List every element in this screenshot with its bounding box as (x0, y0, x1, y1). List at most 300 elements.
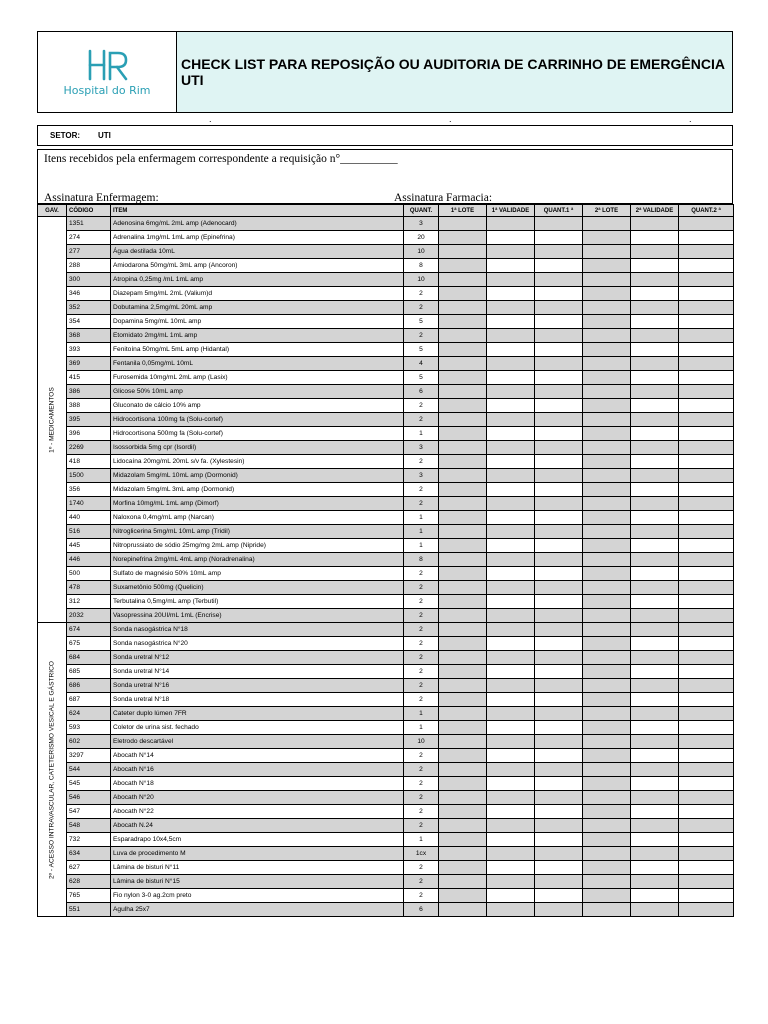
entry-cell[interactable] (535, 553, 583, 567)
entry-cell[interactable] (439, 721, 487, 735)
entry-cell[interactable] (439, 847, 487, 861)
entry-cell[interactable] (487, 665, 535, 679)
entry-cell[interactable] (583, 287, 631, 301)
entry-cell[interactable] (535, 595, 583, 609)
entry-cell[interactable] (487, 609, 535, 623)
entry-cell[interactable] (583, 749, 631, 763)
entry-cell[interactable] (487, 399, 535, 413)
entry-cell[interactable] (679, 217, 734, 231)
entry-cell[interactable] (487, 315, 535, 329)
entry-cell[interactable] (439, 287, 487, 301)
entry-cell[interactable] (535, 455, 583, 469)
entry-cell[interactable] (631, 553, 679, 567)
entry-cell[interactable] (487, 497, 535, 511)
entry-cell[interactable] (535, 749, 583, 763)
entry-cell[interactable] (583, 385, 631, 399)
entry-cell[interactable] (679, 791, 734, 805)
entry-cell[interactable] (631, 749, 679, 763)
entry-cell[interactable] (535, 707, 583, 721)
entry-cell[interactable] (439, 315, 487, 329)
entry-cell[interactable] (487, 707, 535, 721)
entry-cell[interactable] (535, 245, 583, 259)
entry-cell[interactable] (631, 525, 679, 539)
entry-cell[interactable] (679, 763, 734, 777)
entry-cell[interactable] (631, 693, 679, 707)
entry-cell[interactable] (439, 217, 487, 231)
entry-cell[interactable] (679, 511, 734, 525)
entry-cell[interactable] (487, 357, 535, 371)
entry-cell[interactable] (487, 623, 535, 637)
entry-cell[interactable] (439, 805, 487, 819)
entry-cell[interactable] (679, 665, 734, 679)
entry-cell[interactable] (535, 231, 583, 245)
entry-cell[interactable] (631, 665, 679, 679)
entry-cell[interactable] (631, 721, 679, 735)
entry-cell[interactable] (631, 441, 679, 455)
entry-cell[interactable] (583, 623, 631, 637)
entry-cell[interactable] (439, 749, 487, 763)
entry-cell[interactable] (631, 623, 679, 637)
entry-cell[interactable] (583, 217, 631, 231)
entry-cell[interactable] (631, 875, 679, 889)
entry-cell[interactable] (535, 343, 583, 357)
entry-cell[interactable] (631, 861, 679, 875)
entry-cell[interactable] (583, 483, 631, 497)
entry-cell[interactable] (535, 287, 583, 301)
entry-cell[interactable] (535, 637, 583, 651)
entry-cell[interactable] (535, 791, 583, 805)
entry-cell[interactable] (679, 553, 734, 567)
entry-cell[interactable] (583, 595, 631, 609)
entry-cell[interactable] (583, 343, 631, 357)
entry-cell[interactable] (535, 273, 583, 287)
entry-cell[interactable] (679, 399, 734, 413)
entry-cell[interactable] (487, 301, 535, 315)
entry-cell[interactable] (631, 399, 679, 413)
entry-cell[interactable] (439, 791, 487, 805)
entry-cell[interactable] (439, 357, 487, 371)
entry-cell[interactable] (487, 735, 535, 749)
entry-cell[interactable] (487, 679, 535, 693)
entry-cell[interactable] (583, 497, 631, 511)
entry-cell[interactable] (679, 301, 734, 315)
entry-cell[interactable] (631, 273, 679, 287)
entry-cell[interactable] (679, 497, 734, 511)
entry-cell[interactable] (583, 259, 631, 273)
entry-cell[interactable] (679, 651, 734, 665)
entry-cell[interactable] (679, 385, 734, 399)
entry-cell[interactable] (487, 217, 535, 231)
entry-cell[interactable] (487, 343, 535, 357)
entry-cell[interactable] (583, 273, 631, 287)
entry-cell[interactable] (583, 707, 631, 721)
entry-cell[interactable] (631, 343, 679, 357)
entry-cell[interactable] (583, 371, 631, 385)
entry-cell[interactable] (535, 819, 583, 833)
entry-cell[interactable] (487, 819, 535, 833)
entry-cell[interactable] (439, 399, 487, 413)
entry-cell[interactable] (535, 875, 583, 889)
entry-cell[interactable] (535, 497, 583, 511)
entry-cell[interactable] (439, 819, 487, 833)
entry-cell[interactable] (631, 651, 679, 665)
entry-cell[interactable] (439, 441, 487, 455)
entry-cell[interactable] (487, 287, 535, 301)
entry-cell[interactable] (535, 847, 583, 861)
entry-cell[interactable] (487, 553, 535, 567)
entry-cell[interactable] (679, 777, 734, 791)
entry-cell[interactable] (487, 245, 535, 259)
entry-cell[interactable] (535, 469, 583, 483)
entry-cell[interactable] (439, 483, 487, 497)
entry-cell[interactable] (535, 833, 583, 847)
entry-cell[interactable] (631, 889, 679, 903)
entry-cell[interactable] (439, 259, 487, 273)
entry-cell[interactable] (631, 833, 679, 847)
entry-cell[interactable] (583, 511, 631, 525)
entry-cell[interactable] (679, 861, 734, 875)
entry-cell[interactable] (583, 679, 631, 693)
entry-cell[interactable] (487, 833, 535, 847)
entry-cell[interactable] (487, 329, 535, 343)
entry-cell[interactable] (679, 609, 734, 623)
entry-cell[interactable] (583, 413, 631, 427)
entry-cell[interactable] (631, 455, 679, 469)
entry-cell[interactable] (679, 595, 734, 609)
entry-cell[interactable] (583, 665, 631, 679)
entry-cell[interactable] (679, 231, 734, 245)
entry-cell[interactable] (535, 693, 583, 707)
entry-cell[interactable] (535, 483, 583, 497)
entry-cell[interactable] (679, 455, 734, 469)
entry-cell[interactable] (679, 525, 734, 539)
entry-cell[interactable] (679, 749, 734, 763)
entry-cell[interactable] (631, 469, 679, 483)
entry-cell[interactable] (439, 861, 487, 875)
entry-cell[interactable] (439, 427, 487, 441)
entry-cell[interactable] (487, 595, 535, 609)
entry-cell[interactable] (583, 791, 631, 805)
entry-cell[interactable] (535, 763, 583, 777)
entry-cell[interactable] (535, 399, 583, 413)
entry-cell[interactable] (631, 259, 679, 273)
entry-cell[interactable] (535, 357, 583, 371)
entry-cell[interactable] (487, 273, 535, 287)
entry-cell[interactable] (487, 903, 535, 917)
entry-cell[interactable] (439, 301, 487, 315)
entry-cell[interactable] (487, 777, 535, 791)
entry-cell[interactable] (679, 721, 734, 735)
entry-cell[interactable] (535, 665, 583, 679)
entry-cell[interactable] (439, 651, 487, 665)
entry-cell[interactable] (535, 735, 583, 749)
entry-cell[interactable] (631, 329, 679, 343)
entry-cell[interactable] (487, 749, 535, 763)
entry-cell[interactable] (631, 511, 679, 525)
entry-cell[interactable] (583, 525, 631, 539)
entry-cell[interactable] (679, 371, 734, 385)
entry-cell[interactable] (679, 847, 734, 861)
entry-cell[interactable] (583, 399, 631, 413)
entry-cell[interactable] (583, 861, 631, 875)
entry-cell[interactable] (583, 567, 631, 581)
entry-cell[interactable] (535, 609, 583, 623)
entry-cell[interactable] (631, 287, 679, 301)
entry-cell[interactable] (631, 427, 679, 441)
entry-cell[interactable] (487, 259, 535, 273)
entry-cell[interactable] (535, 539, 583, 553)
entry-cell[interactable] (583, 315, 631, 329)
entry-cell[interactable] (631, 763, 679, 777)
entry-cell[interactable] (679, 245, 734, 259)
entry-cell[interactable] (679, 623, 734, 637)
entry-cell[interactable] (487, 651, 535, 665)
entry-cell[interactable] (583, 693, 631, 707)
entry-cell[interactable] (535, 301, 583, 315)
entry-cell[interactable] (583, 539, 631, 553)
entry-cell[interactable] (439, 455, 487, 469)
entry-cell[interactable] (487, 763, 535, 777)
entry-cell[interactable] (439, 693, 487, 707)
entry-cell[interactable] (439, 329, 487, 343)
entry-cell[interactable] (631, 609, 679, 623)
entry-cell[interactable] (679, 329, 734, 343)
entry-cell[interactable] (439, 469, 487, 483)
entry-cell[interactable] (487, 721, 535, 735)
entry-cell[interactable] (583, 777, 631, 791)
entry-cell[interactable] (535, 623, 583, 637)
entry-cell[interactable] (583, 427, 631, 441)
entry-cell[interactable] (679, 693, 734, 707)
entry-cell[interactable] (535, 777, 583, 791)
entry-cell[interactable] (439, 609, 487, 623)
entry-cell[interactable] (487, 693, 535, 707)
entry-cell[interactable] (679, 469, 734, 483)
entry-cell[interactable] (679, 287, 734, 301)
entry-cell[interactable] (679, 889, 734, 903)
entry-cell[interactable] (631, 707, 679, 721)
entry-cell[interactable] (535, 903, 583, 917)
entry-cell[interactable] (631, 903, 679, 917)
entry-cell[interactable] (487, 413, 535, 427)
entry-cell[interactable] (535, 861, 583, 875)
entry-cell[interactable] (487, 539, 535, 553)
entry-cell[interactable] (487, 861, 535, 875)
entry-cell[interactable] (631, 483, 679, 497)
entry-cell[interactable] (535, 581, 583, 595)
entry-cell[interactable] (535, 329, 583, 343)
entry-cell[interactable] (487, 371, 535, 385)
entry-cell[interactable] (631, 679, 679, 693)
entry-cell[interactable] (583, 231, 631, 245)
entry-cell[interactable] (439, 497, 487, 511)
entry-cell[interactable] (631, 245, 679, 259)
entry-cell[interactable] (679, 483, 734, 497)
entry-cell[interactable] (679, 833, 734, 847)
entry-cell[interactable] (679, 819, 734, 833)
entry-cell[interactable] (631, 357, 679, 371)
entry-cell[interactable] (679, 441, 734, 455)
entry-cell[interactable] (439, 735, 487, 749)
entry-cell[interactable] (487, 567, 535, 581)
entry-cell[interactable] (439, 595, 487, 609)
entry-cell[interactable] (487, 231, 535, 245)
entry-cell[interactable] (631, 777, 679, 791)
entry-cell[interactable] (679, 581, 734, 595)
entry-cell[interactable] (583, 903, 631, 917)
entry-cell[interactable] (631, 847, 679, 861)
entry-cell[interactable] (439, 273, 487, 287)
entry-cell[interactable] (631, 791, 679, 805)
entry-cell[interactable] (439, 889, 487, 903)
entry-cell[interactable] (439, 567, 487, 581)
entry-cell[interactable] (439, 525, 487, 539)
entry-cell[interactable] (439, 385, 487, 399)
entry-cell[interactable] (583, 455, 631, 469)
entry-cell[interactable] (535, 441, 583, 455)
entry-cell[interactable] (535, 651, 583, 665)
entry-cell[interactable] (583, 329, 631, 343)
entry-cell[interactable] (679, 539, 734, 553)
entry-cell[interactable] (439, 371, 487, 385)
entry-cell[interactable] (631, 805, 679, 819)
entry-cell[interactable] (535, 567, 583, 581)
entry-cell[interactable] (631, 539, 679, 553)
entry-cell[interactable] (583, 245, 631, 259)
entry-cell[interactable] (583, 721, 631, 735)
entry-cell[interactable] (439, 679, 487, 693)
entry-cell[interactable] (439, 875, 487, 889)
entry-cell[interactable] (631, 217, 679, 231)
entry-cell[interactable] (487, 455, 535, 469)
entry-cell[interactable] (535, 805, 583, 819)
entry-cell[interactable] (439, 707, 487, 721)
entry-cell[interactable] (679, 903, 734, 917)
entry-cell[interactable] (679, 567, 734, 581)
entry-cell[interactable] (631, 637, 679, 651)
entry-cell[interactable] (535, 371, 583, 385)
entry-cell[interactable] (679, 707, 734, 721)
entry-cell[interactable] (487, 511, 535, 525)
entry-cell[interactable] (583, 469, 631, 483)
entry-cell[interactable] (535, 525, 583, 539)
entry-cell[interactable] (439, 581, 487, 595)
entry-cell[interactable] (439, 665, 487, 679)
entry-cell[interactable] (487, 805, 535, 819)
entry-cell[interactable] (535, 385, 583, 399)
entry-cell[interactable] (439, 903, 487, 917)
entry-cell[interactable] (487, 889, 535, 903)
entry-cell[interactable] (487, 847, 535, 861)
entry-cell[interactable] (583, 553, 631, 567)
entry-cell[interactable] (439, 763, 487, 777)
entry-cell[interactable] (487, 791, 535, 805)
entry-cell[interactable] (679, 679, 734, 693)
entry-cell[interactable] (679, 273, 734, 287)
entry-cell[interactable] (535, 679, 583, 693)
entry-cell[interactable] (535, 721, 583, 735)
entry-cell[interactable] (439, 511, 487, 525)
entry-cell[interactable] (631, 371, 679, 385)
entry-cell[interactable] (535, 217, 583, 231)
entry-cell[interactable] (439, 553, 487, 567)
entry-cell[interactable] (583, 637, 631, 651)
entry-cell[interactable] (439, 245, 487, 259)
entry-cell[interactable] (583, 581, 631, 595)
entry-cell[interactable] (535, 259, 583, 273)
entry-cell[interactable] (487, 875, 535, 889)
entry-cell[interactable] (439, 623, 487, 637)
entry-cell[interactable] (583, 441, 631, 455)
entry-cell[interactable] (439, 413, 487, 427)
entry-cell[interactable] (535, 427, 583, 441)
entry-cell[interactable] (439, 343, 487, 357)
entry-cell[interactable] (487, 483, 535, 497)
entry-cell[interactable] (583, 763, 631, 777)
entry-cell[interactable] (679, 427, 734, 441)
entry-cell[interactable] (679, 413, 734, 427)
entry-cell[interactable] (679, 259, 734, 273)
entry-cell[interactable] (631, 315, 679, 329)
entry-cell[interactable] (679, 357, 734, 371)
entry-cell[interactable] (631, 231, 679, 245)
entry-cell[interactable] (487, 385, 535, 399)
entry-cell[interactable] (583, 819, 631, 833)
entry-cell[interactable] (583, 735, 631, 749)
entry-cell[interactable] (631, 385, 679, 399)
entry-cell[interactable] (631, 819, 679, 833)
entry-cell[interactable] (631, 581, 679, 595)
entry-cell[interactable] (583, 357, 631, 371)
entry-cell[interactable] (535, 413, 583, 427)
entry-cell[interactable] (535, 889, 583, 903)
entry-cell[interactable] (631, 497, 679, 511)
entry-cell[interactable] (583, 805, 631, 819)
entry-cell[interactable] (679, 343, 734, 357)
entry-cell[interactable] (631, 735, 679, 749)
entry-cell[interactable] (583, 301, 631, 315)
entry-cell[interactable] (679, 315, 734, 329)
entry-cell[interactable] (631, 595, 679, 609)
entry-cell[interactable] (439, 777, 487, 791)
entry-cell[interactable] (631, 567, 679, 581)
entry-cell[interactable] (631, 301, 679, 315)
entry-cell[interactable] (487, 427, 535, 441)
entry-cell[interactable] (679, 735, 734, 749)
entry-cell[interactable] (535, 315, 583, 329)
entry-cell[interactable] (487, 441, 535, 455)
entry-cell[interactable] (487, 581, 535, 595)
entry-cell[interactable] (631, 413, 679, 427)
entry-cell[interactable] (535, 511, 583, 525)
entry-cell[interactable] (439, 539, 487, 553)
entry-cell[interactable] (439, 637, 487, 651)
entry-cell[interactable] (679, 637, 734, 651)
entry-cell[interactable] (487, 469, 535, 483)
entry-cell[interactable] (439, 231, 487, 245)
entry-cell[interactable] (439, 833, 487, 847)
entry-cell[interactable] (583, 833, 631, 847)
entry-cell[interactable] (583, 651, 631, 665)
entry-cell[interactable] (583, 889, 631, 903)
entry-cell[interactable] (487, 525, 535, 539)
entry-cell[interactable] (583, 609, 631, 623)
entry-cell[interactable] (679, 805, 734, 819)
entry-cell[interactable] (583, 875, 631, 889)
entry-cell[interactable] (583, 847, 631, 861)
entry-cell[interactable] (679, 875, 734, 889)
entry-cell[interactable] (487, 637, 535, 651)
